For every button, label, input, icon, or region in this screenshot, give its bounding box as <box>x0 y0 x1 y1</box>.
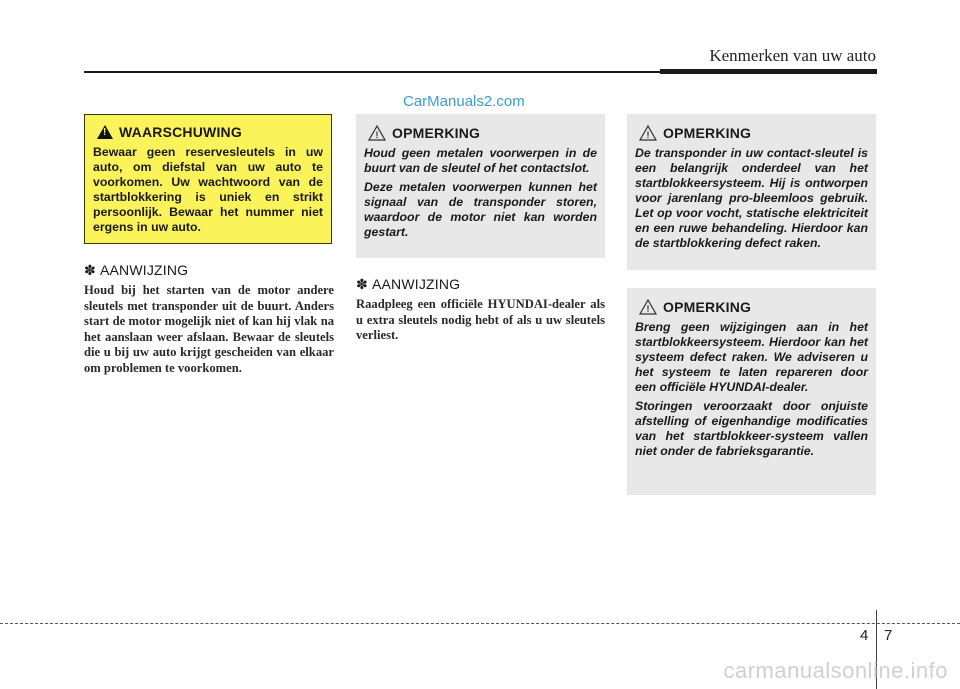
page-number: 7 <box>884 627 893 644</box>
note-left-title: AANWIJZING <box>99 262 189 278</box>
watermark-bottom: carmanualsonline.info <box>723 658 948 683</box>
svg-text:!: ! <box>375 130 379 140</box>
warning-triangle-icon <box>97 125 113 139</box>
caution-right-bottom-box <box>627 288 876 495</box>
svg-text:!: ! <box>646 130 650 140</box>
caution-right-top-title-row <box>635 122 868 144</box>
caution-middle-title-row <box>364 122 597 144</box>
caution-triangle-icon <box>639 299 657 315</box>
chapter-number: 4 <box>860 627 869 644</box>
note-left-heading <box>84 262 188 279</box>
caution-middle-text <box>364 146 597 240</box>
caution-right-bottom-title: OPMERKING <box>663 299 752 315</box>
caution-middle-title: OPMERKING <box>392 125 481 141</box>
warning-title-row <box>93 121 323 143</box>
caution-right-top-paragraph: De transponder in uw contact-sleutel is een belangrijk onderdeel van het startblokkeersysteem. Hij is ontworpen voor jarenlang pro-bleemloos gebruik. Let op voor vocht, statische elektriciteit en een ruwe behandeling. Hierdoor kan de startblokkering defect raken. <box>635 146 868 250</box>
header-rule <box>84 71 660 73</box>
watermark-top: CarManuals2.com <box>403 93 525 110</box>
caution-middle-paragraph: Houd geen metalen voorwerpen in de buurt van de sleutel of het contactslot. <box>364 146 597 175</box>
caution-right-bottom-text <box>635 320 868 459</box>
caution-right-bottom-paragraph: Breng geen wijzigingen aan in het startblokkeersysteem. Hierdoor kan het systeem defect raken. We adviseren u het systeem te laten repareren door een officiële HYUNDAI-dealer. <box>635 320 868 394</box>
header-rule-accent <box>660 69 877 74</box>
caution-middle-paragraph: Deze metalen voorwerpen kunnen het signaal van de transponder storen, waardoor de motor niet kan worden gestart. <box>364 180 597 239</box>
warning-title: WAARSCHUWING <box>119 124 242 140</box>
note-middle-title: AANWIJZING <box>371 276 461 292</box>
star-icon: ✽ <box>84 262 96 278</box>
caution-triangle-icon <box>639 125 657 141</box>
caution-triangle-icon <box>368 125 386 141</box>
warning-text: Bewaar geen reservesleutels in uw auto, om diefstal van uw auto te voorkomen. Uw wachtwoord van de startblokkering is uniek en strikt persoonlijk. Bewaar het nummer niet ergens in uw auto. <box>93 145 323 234</box>
caution-right-bottom-paragraph: Storingen veroorzaakt door onjuiste afstelling of eigenhandige modificaties van het startblokkeer-systeem vallen niet onder de fabrieksgarantie. <box>635 399 868 458</box>
caution-right-bottom-title-row <box>635 296 868 318</box>
footer-rule <box>0 623 960 624</box>
caution-right-top-title: OPMERKING <box>663 125 752 141</box>
warning-box <box>84 114 332 244</box>
svg-text:!: ! <box>646 304 650 314</box>
note-middle-text: Raadpleeg een officiële HYUNDAI-dealer als u extra sleutels nodig hebt of als u uw sleutels verliest. <box>356 297 605 343</box>
caution-right-top-text <box>635 146 868 251</box>
star-icon: ✽ <box>356 276 368 292</box>
caution-middle-box <box>356 114 605 258</box>
note-middle-heading <box>356 276 460 293</box>
note-left-text: Houd bij het starten van de motor andere sleutels met transponder uit de buurt. Anders start de motor mogelijk niet of kan hij vlak na het aanslaan weer afslaan. Bewaar de sleutels die u bij uw auto krijgt gescheiden van elkaar om problemen te voorkomen. <box>84 283 334 375</box>
page-header-title: Kenmerken van uw auto <box>709 46 876 65</box>
caution-right-top-box <box>627 114 876 270</box>
